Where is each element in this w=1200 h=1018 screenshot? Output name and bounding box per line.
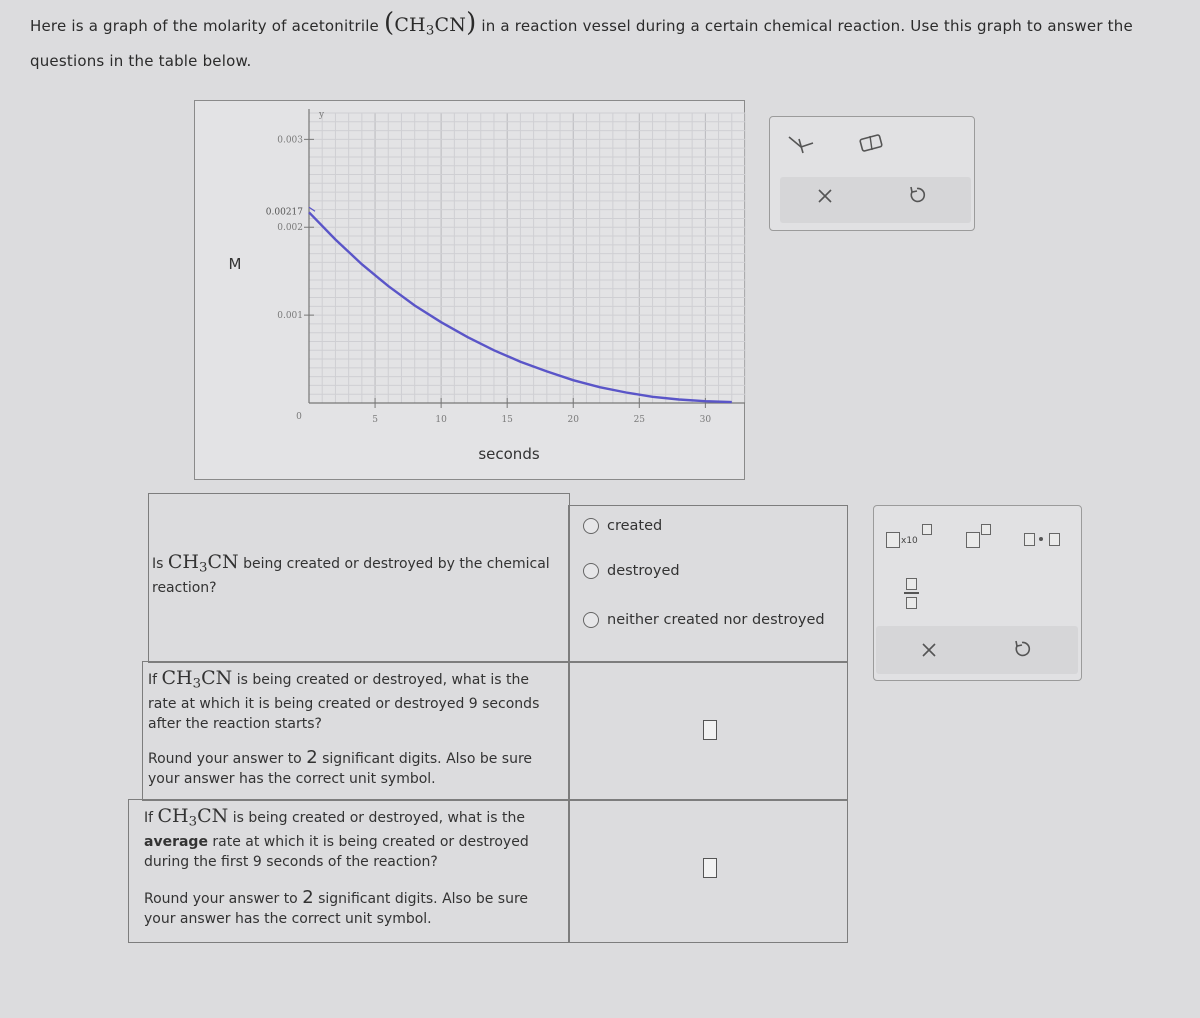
q3-round-note: Round your answer to 2 significant digits. Also be sure your answer has the correct unit symbol. (144, 887, 529, 927)
q2-answer-cell (568, 661, 848, 801)
multiply-dot-icon[interactable] (1024, 531, 1064, 549)
intro-formula: $(CH_3CN)$ (383, 8, 477, 39)
option-created[interactable]: created (583, 518, 662, 534)
intro-part1: Here is a graph of the molarity of acetonitrile (30, 17, 384, 35)
question-table (140, 493, 850, 943)
graph-toolbar (769, 116, 975, 231)
y-tick-label: 0.003 (277, 135, 303, 146)
y-tick-label: 0.001 (277, 311, 303, 322)
math-toolbar (873, 505, 1082, 681)
graph-grid (309, 113, 745, 403)
x-origin-label: 0 (296, 412, 302, 422)
x-unit-label: seconds (478, 445, 540, 463)
scientific-notation-icon[interactable]: x10 (886, 524, 936, 550)
q1-question-cell (148, 493, 570, 663)
q1-answer-cell (568, 505, 848, 663)
x-tick-label: 10 (435, 415, 447, 425)
y-initial-value-label: 0.00217 (265, 207, 303, 218)
option-destroyed[interactable]: destroyed (583, 563, 680, 579)
graph-toolbar-row (780, 177, 971, 223)
pencil-draw-icon[interactable] (787, 131, 817, 160)
q3-question-cell (128, 799, 570, 943)
q2-question-cell (142, 661, 570, 801)
q3-answer-cell (568, 799, 848, 943)
close-icon[interactable] (920, 640, 938, 664)
intro-text (30, 8, 1180, 76)
q2-round-note: Round your answer to 2 significant digits. Also be sure your answer has the correct unit symbol. (148, 747, 533, 787)
eraser-icon[interactable] (858, 133, 886, 160)
fraction-icon[interactable] (904, 578, 920, 612)
x-tick-label: 20 (567, 415, 579, 425)
x-tick-label: 15 (501, 415, 513, 425)
superscript-icon[interactable] (966, 524, 994, 550)
q3-answer-input[interactable] (703, 858, 717, 878)
x-tick-label: 5 (372, 415, 378, 425)
x-tick-label: 30 (699, 415, 712, 425)
y-axis-letter: y (319, 110, 325, 120)
q3-text: If $CH_3CN$ is being created or destroyed, what is the average rate at which it is being created or destroyed during the first 9 seconds of the reaction? (144, 805, 529, 871)
q2-text: If $CH_3CN$ is being created or destroyed, what is the rate at which it is being created or destroyed 9 seconds after the reaction starts? (148, 667, 540, 733)
x-tick-label: 25 (633, 415, 646, 425)
undo-icon[interactable] (1012, 639, 1032, 664)
molarity-graph[interactable] (195, 101, 746, 481)
radio-created[interactable] (583, 518, 599, 534)
y-unit-label: M (228, 255, 242, 273)
radio-destroyed[interactable] (583, 563, 599, 579)
undo-icon[interactable] (907, 185, 927, 210)
intro-part2: in a reaction vessel during a certain chemical reaction. Use this graph to answer the questions in the table below. (30, 17, 1133, 71)
radio-neither[interactable] (583, 612, 599, 628)
q2-answer-input[interactable] (703, 720, 717, 740)
graph-panel[interactable] (194, 100, 745, 480)
q1-text: Is $CH_3CN$ being created or destroyed by the chemical reaction? (152, 551, 550, 597)
option-neither[interactable]: neither created nor destroyed (583, 612, 825, 628)
close-icon[interactable] (816, 186, 834, 210)
y-tick-label: 0.002 (277, 223, 303, 234)
math-toolbar-row (876, 626, 1078, 674)
